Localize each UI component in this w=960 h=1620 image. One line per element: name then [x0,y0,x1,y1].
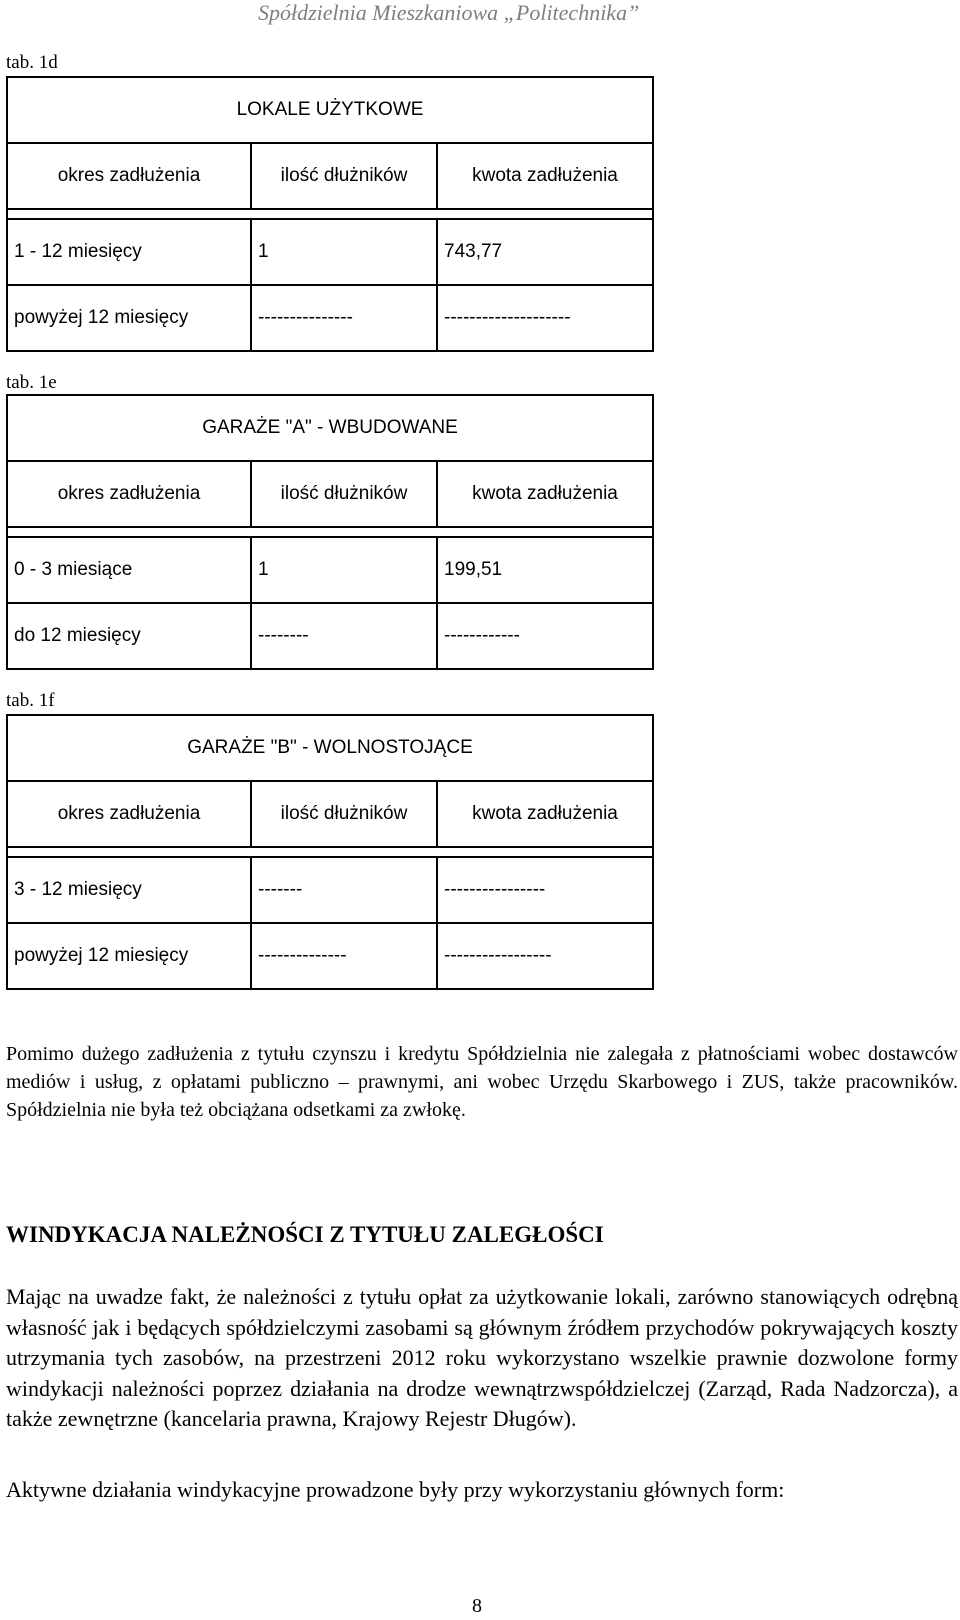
spacer-row [7,527,653,537]
header-cell: ilość dłużników [251,781,437,847]
table-cell: -------- [251,603,437,669]
paragraph-collection-forms: Aktywne działania windykacyjne prowadzone były przy wykorzystaniu głównych form: [6,1477,785,1502]
table-cell: 199,51 [437,537,653,603]
table-cell: 3 - 12 miesięcy [7,857,251,923]
table-label: tab. 1f [6,690,55,711]
header-cell: ilość dłużników [251,461,437,527]
page-number: 8 [472,1595,482,1617]
table-cell: ------------ [437,603,653,669]
table-cell: powyżej 12 miesięcy [7,923,251,989]
table-title: GARAŻE "B" - WOLNOSTOJĄCE [7,715,653,781]
table-row [7,219,653,285]
table-title: GARAŻE "A" - WBUDOWANE [7,395,653,461]
table-title: LOKALE UŻYTKOWE [7,77,653,143]
table-row [7,857,653,923]
table-cell: 1 [251,219,437,285]
debt-table-garages-b [6,714,654,990]
table-cell: 1 - 12 miesięcy [7,219,251,285]
table-row [7,923,653,989]
table-row [7,285,653,351]
header-cell: okres zadłużenia [7,143,251,209]
table-cell: ----------------- [437,923,653,989]
page-header: Spółdzielnia Mieszkaniowa „Politechnika” [258,0,640,25]
header-cell: okres zadłużenia [7,781,251,847]
table-cell: ------- [251,857,437,923]
table-row [7,603,653,669]
debt-table-commercial [6,76,654,352]
table-label: tab. 1e [6,372,57,393]
table-cell: powyżej 12 miesięcy [7,285,251,351]
spacer-row [7,847,653,857]
header-cell: kwota zadłużenia [437,143,653,209]
table-cell: -------------- [251,923,437,989]
debt-table-garages-a [6,394,654,670]
table-cell: --------------- [251,285,437,351]
table-row [7,537,653,603]
header-cell: okres zadłużenia [7,461,251,527]
table-cell: ---------------- [437,857,653,923]
table-cell: do 12 miesięcy [7,603,251,669]
table-label: tab. 1d [6,52,58,73]
paragraph-payments: Pomimo dużego zadłużenia z tytułu czynszu i kredytu Spółdzielnia nie zalegała z płatnościami wobec dostawców mediów i usług, z opłatami publiczno – prawnymi, ani wobec Urzędu Skarbowego i ZUS, także pracowników. Spółdzielnia nie była też obciążana odsetkami za zwłokę. [6,1043,958,1121]
table-cell: 743,77 [437,219,653,285]
header-cell: kwota zadłużenia [437,781,653,847]
section-heading: WINDYKACJA NALEŻNOŚCI Z TYTUŁU ZALEGŁOŚCI [6,1222,604,1247]
header-cell: kwota zadłużenia [437,461,653,527]
table-cell: 1 [251,537,437,603]
spacer-row [7,209,653,219]
table-cell: 0 - 3 miesiące [7,537,251,603]
table-cell: -------------------- [437,285,653,351]
paragraph-debt-collection: Mając na uwadze fakt, że należności z tytułu opłat za użytkowanie lokali, zarówno stanowiących odrębną własność jak i będących spółdzielczymi zasobami są głównym źródłem przychodów pokrywających koszty utrzymania tych zasobów, na przestrzeni 2012 roku wykorzystano wszelkie prawnie dozwolone formy windykacji należności poprzez działania na drodze wewnątrzwspółdzielczej (Zarząd, Rada Nadzorcza), a także zewnętrzne (kancelaria prawna, Krajowy Rejestr Długów). [6,1284,958,1431]
header-cell: ilość dłużników [251,143,437,209]
